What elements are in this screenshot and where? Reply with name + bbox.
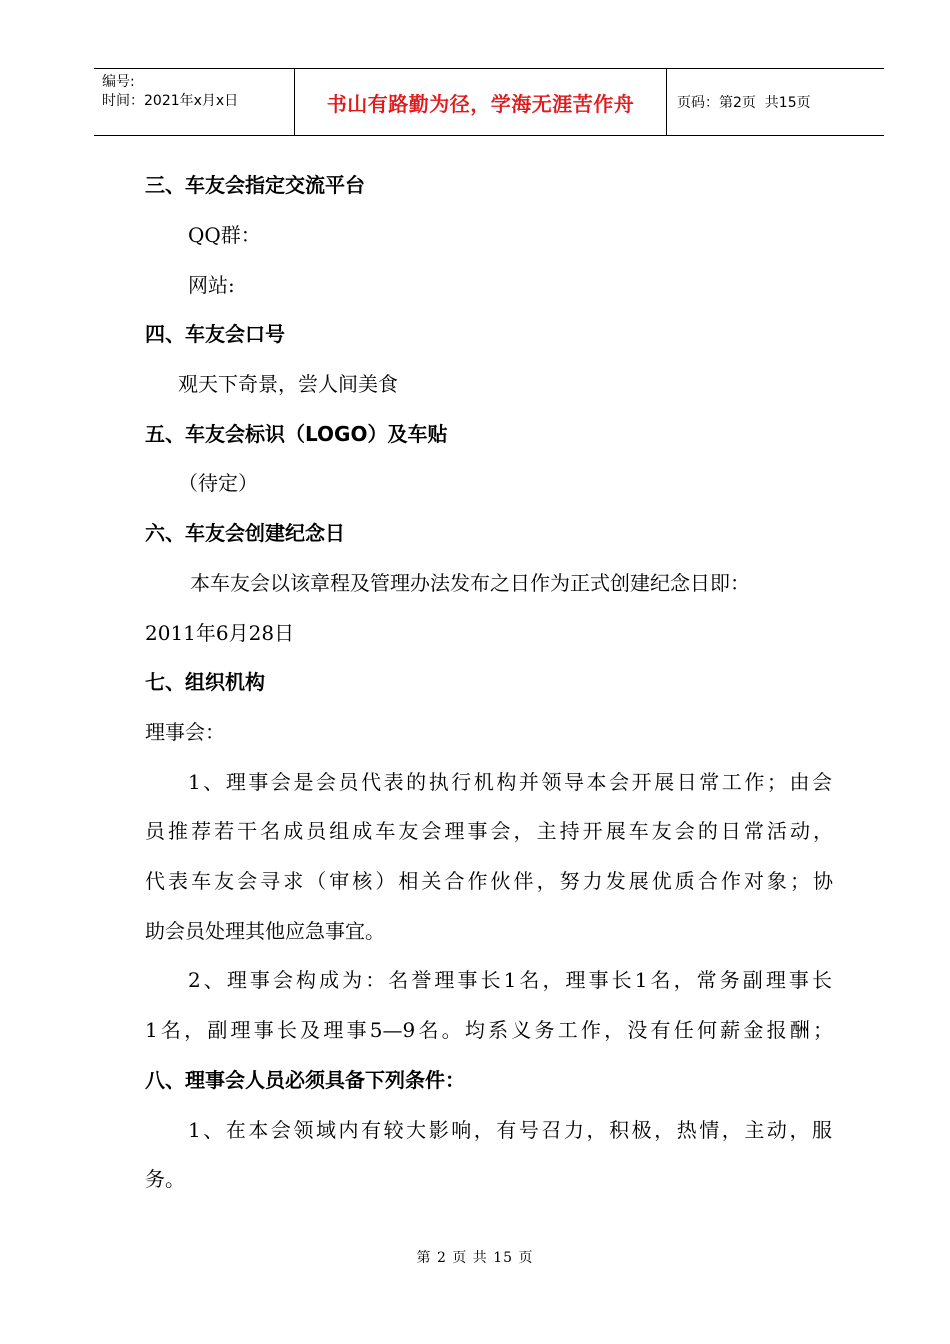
board-paragraph-1-line-4: 助会员处理其他应急事宜。 <box>145 919 385 943</box>
page-header <box>94 68 884 136</box>
section-4-title: 四、车友会口号 <box>145 322 285 346</box>
founding-paragraph-line-1: 本车友会以该章程及管理办法发布之日作为正式创建纪念日即： <box>190 571 750 595</box>
page-footer: 第 2 页 共 15 页 <box>416 1250 534 1266</box>
section-6-title: 六、车友会创建纪念日 <box>145 521 345 545</box>
board-paragraph-2-line-1: 2、理事会构成为：名誉理事长1名，理事长1名，常务副理事长 <box>188 968 832 992</box>
header-meta <box>94 69 295 135</box>
header-motto: 书山有路勤为径，学海无涯苦作舟 <box>295 69 667 135</box>
board-paragraph-2-line-2: 1名，副理事长及理事5—9名。均系义务工作，没有任何薪金报酬； <box>145 1018 833 1042</box>
logo-note: （待定） <box>178 471 258 495</box>
document-code-label: 编号: <box>102 74 135 90</box>
section-3-title: 三、车友会指定交流平台 <box>145 173 365 197</box>
header-page-info: 页码：第2页 共15页 <box>677 95 811 111</box>
qq-group-label: QQ群： <box>188 223 261 247</box>
conditions-paragraph-line-1: 1、在本会领域内有较大影响，有号召力，积极，热情，主动，服 <box>188 1118 832 1142</box>
website-label: 网站: <box>188 273 235 297</box>
board-paragraph-1-line-1: 1、理事会是会员代表的执行机构并领导本会开展日常工作；由会 <box>188 770 832 794</box>
slogan-text: 观天下奇景，尝人间美食 <box>178 372 398 396</box>
founding-paragraph-line-2: 2011年6月28日 <box>145 621 295 645</box>
section-8-title: 八、理事会人员必须具备下列条件： <box>145 1068 465 1092</box>
board-paragraph-1-line-3: 代表车友会寻求（审核）相关合作伙伴，努力发展优质合作对象；协 <box>145 869 833 893</box>
board-label: 理事会： <box>145 720 225 744</box>
section-5-title: 五、车友会标识（LOGO）及车贴 <box>145 422 448 446</box>
conditions-paragraph-line-2: 务。 <box>145 1167 185 1191</box>
section-7-title: 七、组织机构 <box>145 670 265 694</box>
document-time-label: 时间：2021年x月x日 <box>102 93 239 109</box>
board-paragraph-1-line-2: 员推荐若干名成员组成车友会理事会，主持开展车友会的日常活动， <box>145 819 833 843</box>
